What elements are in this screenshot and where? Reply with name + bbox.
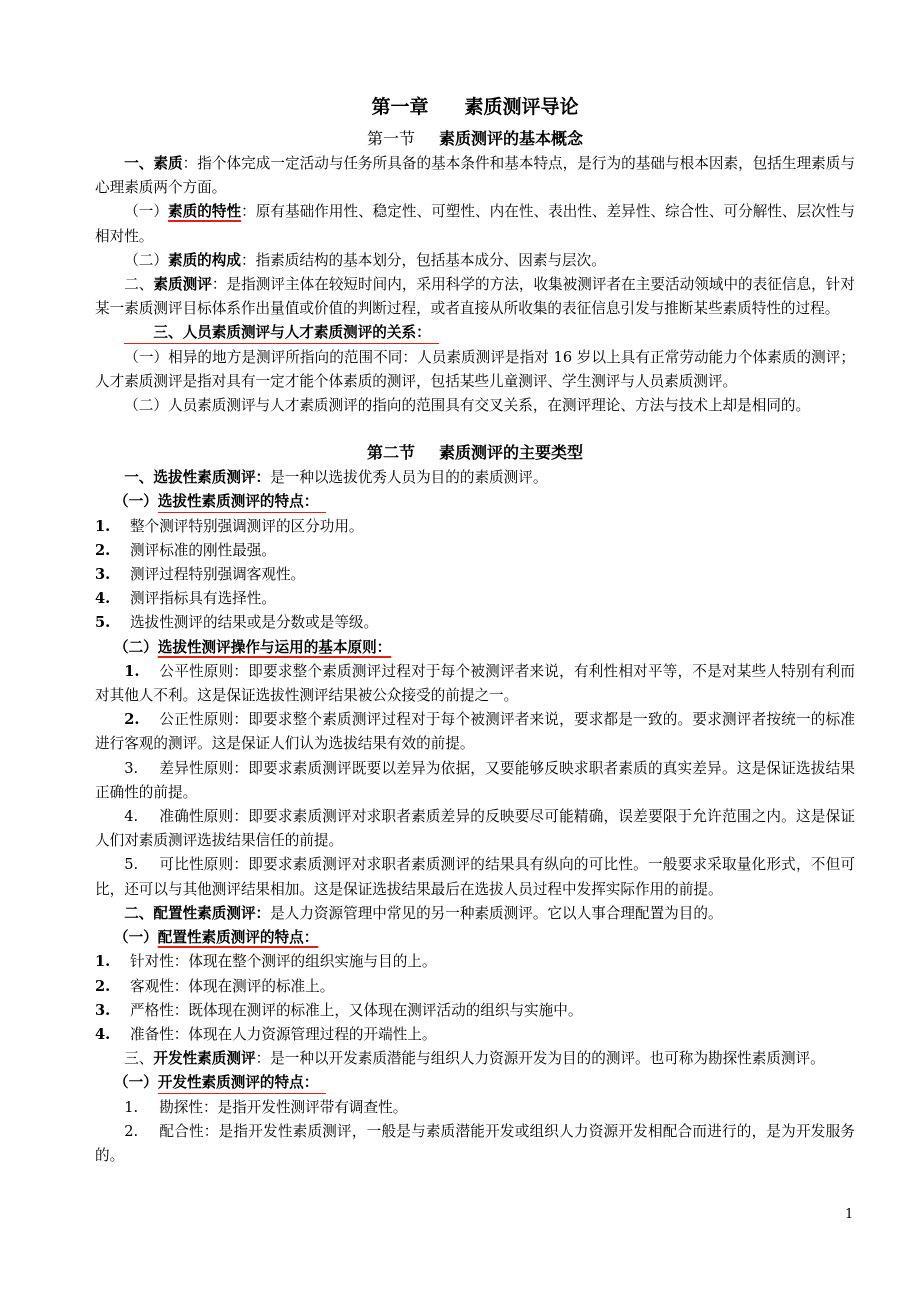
list-prefix: （一）: [124, 203, 169, 221]
list-item-text: 选拔性测评的结果或是分数或是等级。: [130, 614, 379, 632]
term-text: ：是指测评主体在较短时间内，采用科学的方法，收集被测评者在主要活动领域中的表征信息，针对某一素质测评目标体系作出量值或价值的判断过程，或者直接从所收集的表征信息引发与推断某些素质特性的过程。: [95, 276, 855, 318]
term-heading: 二、配置性素质测评：: [124, 904, 271, 922]
list-item-text: 准备性：体现在人力资源管理过程的开端性上。: [130, 1025, 437, 1043]
list-prefix: 三、: [124, 1050, 154, 1068]
list-item-text: 整个测评特别强调测评的区分功用。: [130, 517, 364, 535]
list-item-number: 4.: [95, 590, 111, 608]
list-item: [95, 805, 855, 853]
list-item-number: 5.: [95, 614, 111, 632]
chapter-title: [95, 92, 855, 122]
list-item-number: 3.: [95, 1001, 111, 1019]
subheading: 选拔性素质测评的特点：: [158, 492, 327, 513]
paragraph-relation-overlap: （二）人员素质测评与人才素质测评的指向的范围具有交叉关系，在测评理论、方法与技术上却是相同的。: [124, 397, 811, 415]
list-item-number: 2.: [95, 977, 111, 995]
list-item-text: 针对性：体现在整个测评的组织实施与目的上。: [130, 953, 437, 971]
term-text: ：是一种以开发素质潜能与组织人力资源开发为目的的测评。也可称为勘探性素质测评。: [255, 1050, 825, 1068]
term-heading: 素质测评: [153, 276, 212, 294]
section-number: 第二节: [366, 443, 415, 463]
list-prefix: （一）: [113, 1074, 158, 1092]
list-prefix: （一）: [113, 493, 158, 511]
list-item-text: 公平性原则：即要求整个素质测评过程对于每个被测评者来说，有利性相对平等，不是对某些人特别有利而对其他人不利。这是保证选拔性测评结果被公众接受的前提之一。: [95, 662, 855, 705]
list-item-text: 可比性原则：即要求素质测评对求职者素质测评的结果具有纵向的可比性。一般要求采取量化形式，不但可比，还可以与其他测评结果相加。这是保证选拔结果最后在选拔人员过程中发挥实际作用的前提。: [95, 856, 855, 898]
chapter-name: 素质测评导论: [464, 96, 579, 118]
paragraph-selection-assessment: [95, 466, 855, 490]
list-item: [95, 515, 855, 539]
chapter-number: 第一章: [371, 96, 429, 118]
list-item: [95, 757, 855, 805]
paragraph-development-assessment: [95, 1047, 855, 1071]
list-item-text: 公正性原则：即要求整个素质测评过程对于每个被测评者来说，要求都是一致的。要求测评者按统一的标准进行客观的测评。这是保证人们认为选拔结果有效的前提。: [95, 711, 855, 753]
paragraph-quality-assessment: [95, 273, 855, 321]
list-item-number: 4.: [124, 808, 139, 826]
term-text: 是一种以选拔优秀人员为目的的素质测评。: [270, 469, 548, 487]
list-item-text: 测评过程特别强调客观性。: [130, 566, 306, 584]
list-item: [95, 1096, 855, 1120]
list-item-text: 差异性原则：即要求素质测评既要以差异为依据，又要能够反映求职者素质的真实差异。这是保证选拔结果正确性的前提。: [95, 759, 855, 801]
term-text: ：指个体完成一定活动与任务所具备的基本条件和基本特点，是行为的基础与根本因素，包括生理素质与心理素质两个方面。: [95, 155, 855, 197]
list-item: [95, 611, 855, 635]
paragraph-quality-traits: [95, 200, 855, 248]
term-text: ：指素质结构的基本划分，包括基本成分、因素与层次。: [240, 251, 606, 269]
list-item: [95, 563, 855, 587]
document-body: [95, 92, 855, 1168]
subheading-selection-features: [95, 490, 855, 514]
list-item-text: 配合性：是指开发性素质测评，一般是与素质潜能开发或组织人力资源开发相配合而进行的，是为开发服务的。: [95, 1122, 855, 1164]
list-item-number: 4.: [95, 1025, 111, 1043]
list-development-features: [95, 1096, 855, 1169]
section-number: 第一节: [366, 129, 415, 148]
paragraph-relation-difference: （一）相异的地方是测评所指向的范围不同：人员素质测评是指对 16 岁以上具有正常劳动能力个体素质的测评；人才素质测评是指对具有一定才能个体素质的测评，包括某些儿童测评、学生测评与人员素质测评。: [95, 348, 855, 390]
paragraph-relation-heading: [95, 321, 855, 345]
list-item: [95, 587, 855, 611]
list-item: [95, 975, 855, 999]
list-item-text: 客观性：体现在测评的标准上。: [130, 977, 335, 995]
list-item-text: 勘探性：是指开发性测评带有调查性。: [159, 1098, 408, 1116]
list-item-number: 1.: [95, 517, 111, 535]
list-item-number: 2.: [95, 541, 111, 559]
list-prefix: 二、: [124, 276, 154, 294]
list-item-number: 5.: [124, 856, 139, 874]
list-selection-principles: [95, 660, 855, 902]
paragraph-allocation-assessment: [95, 902, 855, 926]
list-item: [95, 950, 855, 974]
term-heading: 素质的构成: [167, 251, 241, 269]
term-heading: 一、选拔性素质测评：: [124, 469, 271, 487]
list-item-number: 1.: [95, 953, 111, 971]
section-title: 素质测评的基本概念: [439, 129, 584, 148]
term-heading: 素质的特性: [168, 203, 242, 221]
term-text: ：原有基础作用性、稳定性、可塑性、内在性、表出性、差异性、综合性、可分解性、层次性与相对性。: [95, 203, 855, 245]
subheading: 三、人员素质测评与人才素质测评的关系：: [124, 323, 438, 344]
list-item: [95, 708, 855, 756]
list-item: [95, 660, 855, 708]
list-item-text: 测评指标具有选择性。: [130, 590, 276, 608]
list-item: [95, 1120, 855, 1168]
subheading: 配置性素质测评的特点：: [157, 929, 319, 947]
list-prefix: （二）: [124, 251, 168, 269]
list-item-text: 测评标准的刚性最强。: [130, 541, 276, 559]
subheading-development-features: [95, 1071, 855, 1095]
list-item-number: 1.: [124, 662, 140, 680]
section-title: 素质测评的主要类型: [439, 443, 584, 463]
term-text: 是人力资源管理中常见的另一种素质测评。它以人事合理配置为目的。: [270, 904, 723, 922]
paragraph-quality-definition: [95, 152, 855, 200]
subheading-allocation-features: [95, 926, 855, 950]
list-item-number: 1.: [124, 1098, 139, 1116]
subheading: 选拔性测评操作与运用的基本原则：: [157, 638, 392, 656]
list-item: [95, 1023, 855, 1047]
list-item: [95, 539, 855, 563]
list-item: [95, 999, 855, 1023]
list-prefix: （一）: [113, 929, 158, 947]
list-item-number: 2.: [124, 1122, 139, 1140]
list-item-text: 严格性：既体现在测评的标准上，又体现在测评活动的组织与实施中。: [130, 1001, 583, 1019]
subheading-selection-principles: [95, 636, 855, 660]
term-heading: 一、素质: [124, 155, 183, 172]
section-2-heading: [95, 440, 855, 466]
list-item: [95, 853, 855, 901]
list-item-number: 3.: [95, 566, 111, 584]
page-number: 1: [845, 1207, 854, 1222]
section-1-heading: [95, 126, 855, 152]
subheading: 开发性素质测评的特点：: [158, 1073, 327, 1094]
list-prefix: （二）: [113, 638, 158, 656]
list-allocation-features: [95, 950, 855, 1047]
term-heading: 开发性素质测评: [153, 1050, 256, 1068]
paragraph-quality-structure: [95, 249, 855, 273]
list-item-number: 2.: [124, 711, 140, 729]
list-item-text: 准确性原则：即要求素质测评对求职者素质差异的反映要尽可能精确，误差要限于允许范围之内。这是保证人们对素质测评选拔结果信任的前提。: [95, 808, 855, 850]
list-item-number: 3.: [124, 759, 139, 777]
list-selection-features: [95, 515, 855, 636]
